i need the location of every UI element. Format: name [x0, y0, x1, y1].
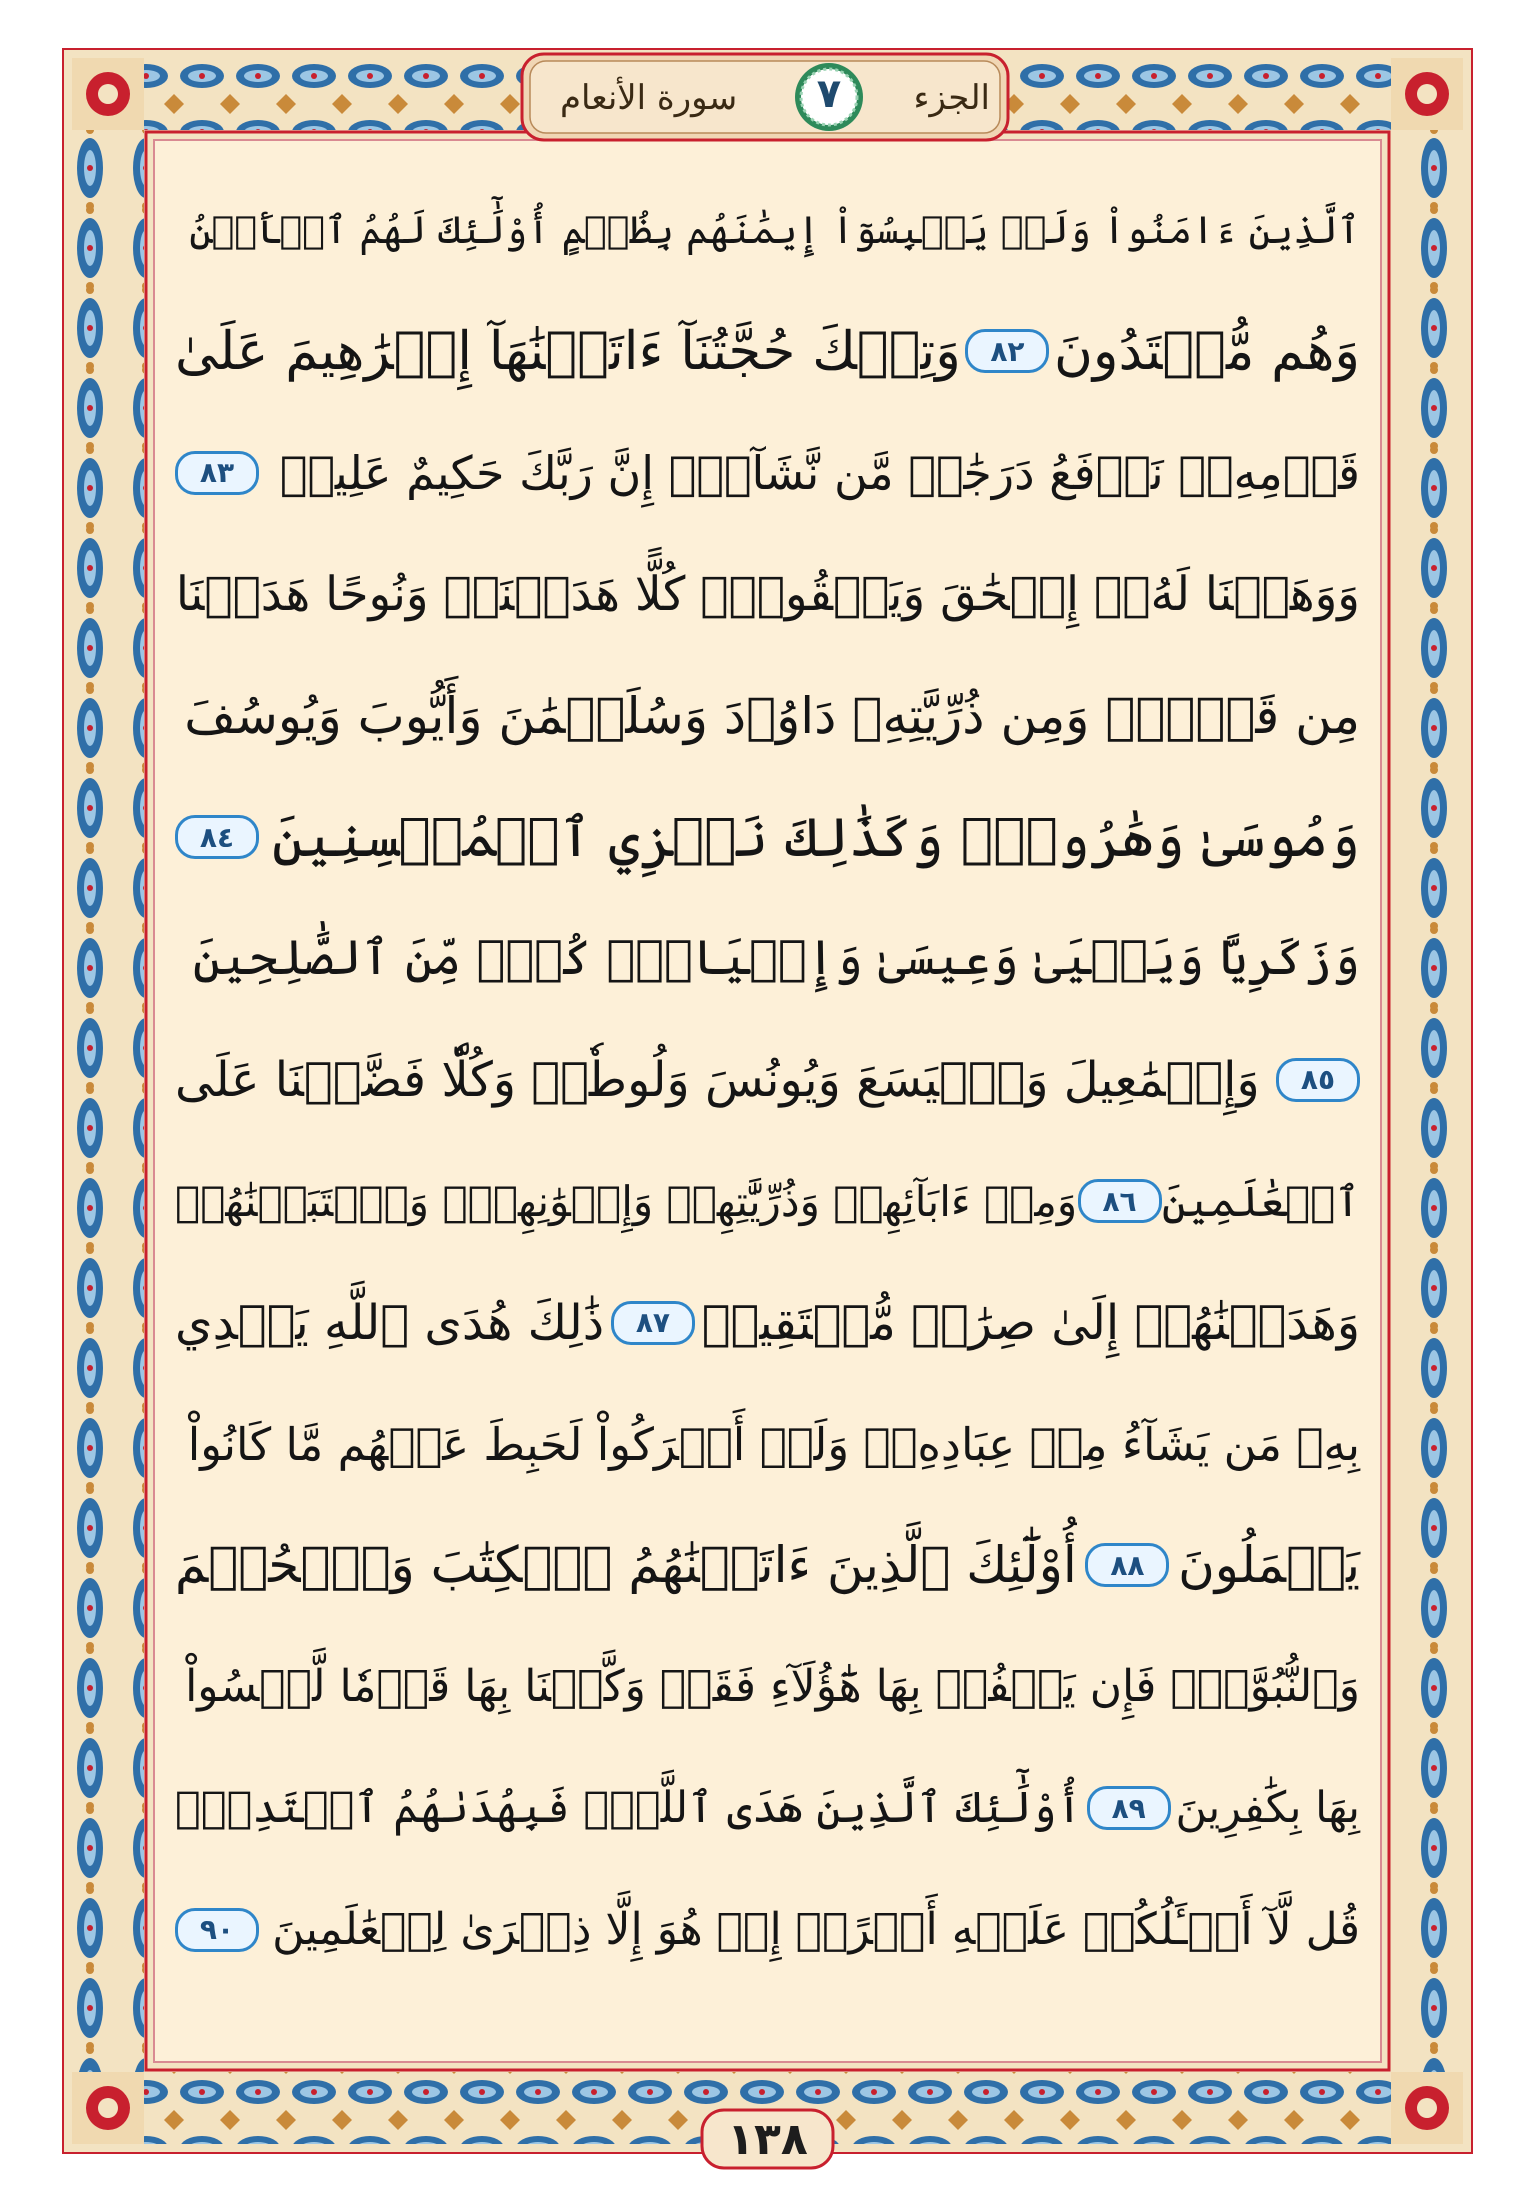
- juz-number: ٧: [816, 71, 842, 117]
- quran-text-area: [175, 180, 1360, 2000]
- text-line: [175, 1151, 1360, 1251]
- text-line: [175, 908, 1360, 1008]
- verse-text: ٱلَّذِينَ ءَامَنُواْ وَلَمۡ يَلۡبِسُوٓاْ إِيمَٰنَهُم بِظُلۡمٍ أُوْلَٰٓئِكَ لَهُمُ ٱلۡأَمۡنُ: [189, 208, 1360, 252]
- text-line: [175, 180, 1360, 280]
- text-line: [175, 301, 1360, 401]
- text-line: [175, 423, 1360, 523]
- verse-text: وَتِلۡكَ حُجَّتُنَآ ءَاتَيۡنَٰهَآ إِبۡرَٰهِيمَ عَلَىٰ: [175, 320, 961, 382]
- text-line: [175, 1030, 1360, 1130]
- verse-text: وَمُوسَىٰ وَهَٰرُونَۚ وَكَذَٰلِكَ نَجۡزِي ٱلۡمُحۡسِنِينَ: [271, 805, 1360, 869]
- text-line: [175, 1880, 1360, 1980]
- verse-text: وَوَهَبۡنَا لَهُۥٓ إِسۡحَٰقَ وَيَعۡقُوبَۚ كُلًّا هَدَيۡنَاۚ وَنُوحًا هَدَيۡنَا: [175, 566, 1360, 622]
- page-header: [520, 52, 1010, 142]
- verse-text: يَعۡمَلُونَ: [1178, 1536, 1360, 1595]
- verse-text: بِهِۦ مَن يَشَآءُ مِنۡ عِبَادِهِۦۚ وَلَوۡ أَشۡرَكُواْ لَحَبِطَ عَنۡهُم مَّا كَانُواْ: [187, 1417, 1360, 1471]
- verse-text: قُل لَّآ أَسۡـَٔلُكُمۡ عَلَيۡهِ أَجۡرًاۖ إِنۡ هُوَ إِلَّا ذِكۡرَىٰ لِلۡعَٰلَمِينَ: [272, 1904, 1360, 1956]
- verse-text: وَمِنۡ ءَابَآئِهِمۡ وَذُرِّيَّٰتِهِمۡ وَإِخۡوَٰنِهِمۡۖ وَٱجۡتَبَيۡنَٰهُمۡ: [175, 1176, 1078, 1226]
- verse-text: قَوۡمِهِۦۚ نَرۡفَعُ دَرَجَٰتٖ مَّن نَّشَآءُۗ إِنَّ رَبَّكَ حَكِيمٌ عَلِيمٞ: [279, 445, 1360, 500]
- ayah-number-marker: ٨٧: [611, 1301, 695, 1345]
- text-line: [175, 1273, 1360, 1373]
- verse-text: أُوْلَٰٓئِكَ ٱلَّذِينَ ءَاتَيۡنَٰهُمُ ٱلۡكِتَٰبَ وَٱلۡحُكۡمَ: [175, 1536, 1077, 1595]
- text-line: [175, 1637, 1360, 1737]
- text-line: [175, 1515, 1360, 1615]
- juz-label: الجزء: [913, 78, 990, 118]
- page-number: ١٣٨: [727, 2114, 808, 2165]
- text-line: [175, 544, 1360, 644]
- verse-text: بِهَا بِكَٰفِرِينَ: [1175, 1783, 1360, 1834]
- verse-text: وَإِسۡمَٰعِيلَ وَٱلۡيَسَعَ وَيُونُسَ وَلُوطٗاۚ وَكُلّٗا فَضَّلۡنَا عَلَى: [175, 1051, 1260, 1108]
- ayah-number-marker: ٨٦: [1078, 1179, 1162, 1223]
- verse-text: ٱلۡعَٰلَمِينَ: [1161, 1176, 1360, 1226]
- page-number-cartouche: [700, 2108, 835, 2170]
- ayah-number-marker: ٨٨: [1085, 1543, 1169, 1587]
- verse-text: أُوْلَٰٓئِكَ ٱلَّذِينَ هَدَى ٱللَّهُۖ فَبِهُدَىٰهُمُ ٱقۡتَدِهۡۗ: [175, 1783, 1082, 1834]
- ayah-number-marker: ٩٠: [175, 1908, 259, 1952]
- verse-text: وَٱلنُّبُوَّةَۚ فَإِن يَكۡفُرۡ بِهَا هَٰٓؤُلَآءِ فَقَدۡ وَكَّلۡنَا بِهَا قَوۡمٗا لَّيۡسُواْ: [185, 1661, 1360, 1713]
- text-line: [175, 1394, 1360, 1494]
- juz-medallion: [793, 61, 865, 133]
- ayah-number-marker: ٨٩: [1087, 1786, 1171, 1830]
- verse-text: وَزَكَرِيَّا وَيَحۡيَىٰ وَعِيسَىٰ وَإِلۡيَاسَۖ كُلّٞ مِّنَ ٱلصَّٰلِحِينَ: [192, 930, 1360, 987]
- text-line: [175, 1758, 1360, 1858]
- verse-text: ذَٰلِكَ هُدَى ٱللَّهِ يَهۡدِي: [175, 1294, 605, 1351]
- ayah-number-marker: ٨٥: [1276, 1058, 1360, 1102]
- text-line: [175, 666, 1360, 766]
- verse-text: مِن قَبۡلُۖ وَمِن ذُرِّيَّتِهِۦ دَاوُۥدَ وَسُلَيۡمَٰنَ وَأَيُّوبَ وَيُوسُفَ: [184, 686, 1360, 745]
- ayah-number-marker: ٨٢: [965, 329, 1049, 373]
- text-line: [175, 787, 1360, 887]
- verse-text: وَهُم مُّهۡتَدُونَ: [1054, 320, 1360, 382]
- verse-text: وَهَدَيۡنَٰهُمۡ إِلَىٰ صِرَٰطٖ مُّسۡتَقِيمٖ: [701, 1294, 1360, 1351]
- ayah-number-marker: ٨٣: [175, 451, 259, 495]
- surah-name: سورة الأنعام: [560, 78, 738, 118]
- ayah-number-marker: ٨٤: [175, 815, 259, 859]
